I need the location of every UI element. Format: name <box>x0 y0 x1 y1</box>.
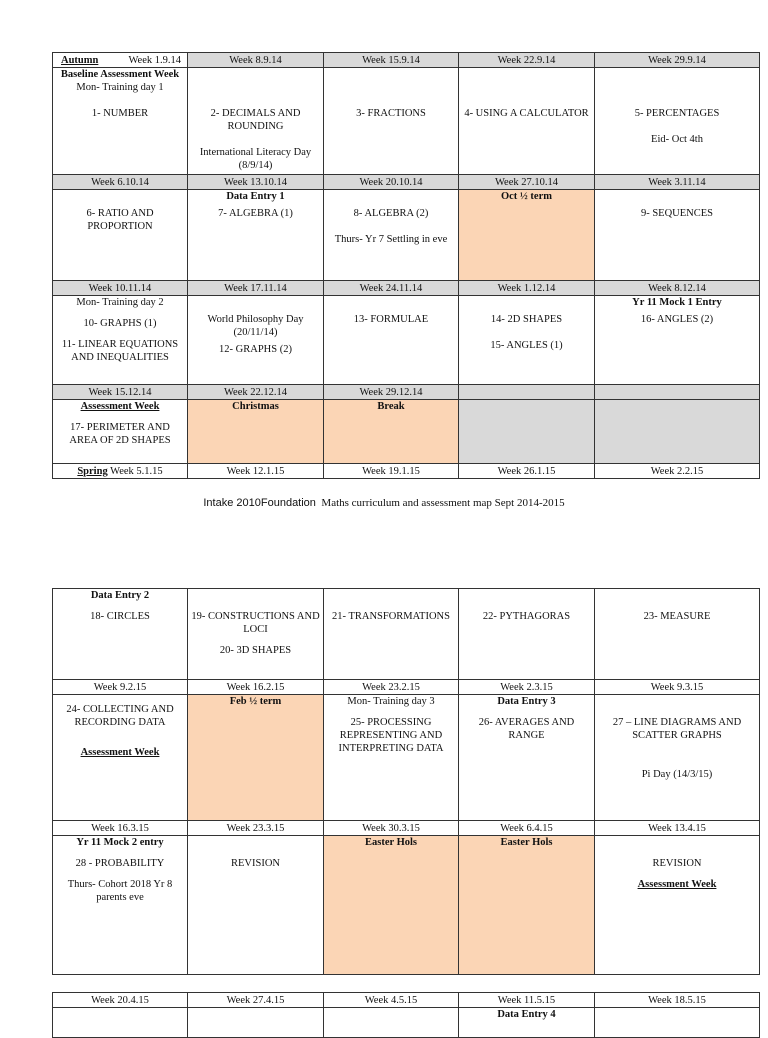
content-cell <box>324 190 459 281</box>
content-cell <box>595 296 760 385</box>
week-cell: Week 2.3.15 <box>459 680 595 695</box>
topic-label: 10- GRAPHS (1) <box>83 318 157 329</box>
topic-label: 20- 3D SHAPES <box>219 645 292 656</box>
cell-heading: Yr 11 Mock 1 Entry <box>632 297 722 308</box>
holiday-cell <box>459 190 595 281</box>
topic-label: 18- CIRCLES <box>90 611 150 622</box>
topic-label: 23- MEASURE <box>643 611 711 622</box>
week-cell: Week 6.4.15 <box>459 821 595 836</box>
week-cell: Week 4.5.15 <box>324 993 459 1008</box>
topic-label: 14- 2D SHAPES <box>490 314 563 325</box>
week-cell: Week 24.11.14 <box>324 281 459 296</box>
holiday-cell <box>324 836 459 975</box>
week-label: Week 1.9.14 <box>128 55 181 66</box>
week-cell: Week 30.3.15 <box>324 821 459 836</box>
caption-title: Maths curriculum and assessment map Sept 2014-2015 <box>321 497 565 509</box>
topic-label: 28 - PROBABILITY <box>75 858 165 869</box>
week-cell: Week 2.2.15 <box>595 464 760 479</box>
topic-label: 1- NUMBER <box>91 108 149 119</box>
cell-heading: Feb ½ term <box>229 696 282 707</box>
week-row <box>53 821 760 836</box>
holiday-cell <box>188 695 324 821</box>
empty-cell <box>459 400 595 464</box>
week-cell: Week 23.2.15 <box>324 680 459 695</box>
content-row <box>53 695 760 821</box>
week-cell: Week 12.1.15 <box>188 464 324 479</box>
content-row <box>53 836 760 975</box>
content-cell <box>459 1008 595 1038</box>
topic-label: 5- PERCENTAGES <box>634 108 720 119</box>
week-cell: Week 15.9.14 <box>324 53 459 68</box>
holiday-cell <box>188 400 324 464</box>
content-row <box>53 1008 760 1038</box>
cell-heading: Data Entry 2 <box>90 590 150 601</box>
week-cell: Week 29.9.14 <box>595 53 760 68</box>
caption-intake: Intake 2010 <box>203 497 261 509</box>
week-row <box>53 993 760 1008</box>
week-cell: Week 20.4.15 <box>53 993 188 1008</box>
content-cell <box>459 68 595 175</box>
content-cell <box>459 695 595 821</box>
content-cell <box>188 1008 324 1038</box>
content-row <box>53 68 760 175</box>
content-cell <box>53 836 188 975</box>
cell-heading: Data Entry 4 <box>497 1009 556 1020</box>
topic-label: 17- PERIMETER AND AREA OF 2D SHAPES <box>69 422 171 446</box>
content-cell <box>188 836 324 975</box>
week-cell: Week 19.1.15 <box>324 464 459 479</box>
term-label-spring: Spring <box>77 466 108 477</box>
week-cell <box>53 53 188 68</box>
content-cell <box>595 836 760 975</box>
week-cell: Week 9.3.15 <box>595 680 760 695</box>
cell-heading: Baseline Assessment Week <box>60 69 180 80</box>
week-cell: Week 27.4.15 <box>188 993 324 1008</box>
week-label: Week 5.1.15 <box>110 466 163 477</box>
cell-heading: Oct ½ term <box>500 191 552 202</box>
page-caption <box>0 497 768 509</box>
cell-heading: Yr 11 Mock 2 entry <box>76 837 164 848</box>
topic-label: REVISION <box>231 858 280 869</box>
cell-heading: Assessment Week <box>80 747 160 758</box>
week-cell <box>53 464 188 479</box>
topic-label: 2- DECIMALS AND ROUNDING <box>210 108 301 132</box>
week-cell: Week 15.12.14 <box>53 385 188 400</box>
week-row <box>53 175 760 190</box>
spring-table <box>52 588 760 975</box>
cell-heading: Easter Hols <box>364 837 417 848</box>
content-cell <box>53 68 188 175</box>
topic-label: 9- SEQUENCES <box>640 208 714 219</box>
content-cell <box>53 695 188 821</box>
week-row <box>53 281 760 296</box>
cell-heading: Data Entry 3 <box>497 696 556 707</box>
cell-heading: Christmas <box>232 401 279 412</box>
topic-label: 24- COLLECTING AND RECORDING DATA <box>66 704 174 728</box>
cell-note: Thurs- Cohort 2018 Yr 8 parents eve <box>67 879 173 903</box>
content-cell <box>595 695 760 821</box>
content-cell <box>459 589 595 680</box>
topic-label: 4- USING A CALCULATOR <box>464 108 589 119</box>
content-cell <box>324 296 459 385</box>
week-cell: Week 20.10.14 <box>324 175 459 190</box>
content-cell <box>188 589 324 680</box>
caption-foundation: Foundation <box>260 497 316 509</box>
content-cell <box>595 1008 760 1038</box>
content-cell <box>188 296 324 385</box>
week-cell: Week 22.9.14 <box>459 53 595 68</box>
topic-label: 26- AVERAGES AND RANGE <box>478 717 575 741</box>
week-cell: Week 10.11.14 <box>53 281 188 296</box>
week-cell: Week 1.12.14 <box>459 281 595 296</box>
topic-label: 8- ALGEBRA (2) <box>353 208 429 219</box>
cell-subnote: Mon- Training day 2 <box>76 297 164 308</box>
holiday-cell <box>459 836 595 975</box>
cell-subnote: Mon- Training day 3 <box>347 696 435 707</box>
week-row <box>53 464 760 479</box>
week-cell: Week 13.10.14 <box>188 175 324 190</box>
content-row <box>53 400 760 464</box>
autumn-table <box>52 52 760 479</box>
content-cell <box>53 296 188 385</box>
week-cell: Week 8.9.14 <box>188 53 324 68</box>
week-cell: Week 22.12.14 <box>188 385 324 400</box>
week-row <box>53 680 760 695</box>
topic-label: 16- ANGLES (2) <box>640 314 714 325</box>
cell-note: Pi Day (14/3/15) <box>641 769 713 780</box>
content-cell <box>324 589 459 680</box>
week-cell <box>459 385 595 400</box>
content-cell <box>595 68 760 175</box>
topic-label: 11- LINEAR EQUATIONS AND INEQUALITIES <box>61 339 179 363</box>
content-cell <box>595 589 760 680</box>
week-cell: Week 18.5.15 <box>595 993 760 1008</box>
topic-label: 15- ANGLES (1) <box>490 340 563 351</box>
topic-label: 12- GRAPHS (2) <box>219 344 292 355</box>
cell-heading: Assessment Week <box>637 879 717 890</box>
topic-label: 27 – LINE DIAGRAMS AND SCATTER GRAPHS <box>612 717 742 741</box>
content-row <box>53 589 760 680</box>
week-cell: Week 26.1.15 <box>459 464 595 479</box>
topic-label: 19- CONSTRUCTIONS AND LOCI <box>191 611 320 635</box>
content-cell <box>324 1008 459 1038</box>
content-cell <box>188 190 324 281</box>
holiday-cell <box>324 400 459 464</box>
content-cell <box>188 68 324 175</box>
summer-table <box>52 992 760 1038</box>
cell-heading: Data Entry 1 <box>226 191 285 202</box>
empty-cell <box>595 400 760 464</box>
week-cell: Week 27.10.14 <box>459 175 595 190</box>
cell-note: Eid- Oct 4th <box>651 134 703 145</box>
content-cell <box>53 1008 188 1038</box>
cell-subnote: Mon- Training day 1 <box>76 82 164 93</box>
content-cell <box>595 190 760 281</box>
topic-label: 13- FORMULAE <box>353 314 429 325</box>
cell-note: World Philosophy Day (20/11/14) <box>207 314 304 338</box>
content-cell <box>53 589 188 680</box>
topic-label: REVISION <box>652 858 702 869</box>
week-cell <box>595 385 760 400</box>
week-cell: Week 8.12.14 <box>595 281 760 296</box>
week-row <box>53 53 760 68</box>
week-cell: Week 6.10.14 <box>53 175 188 190</box>
week-cell: Week 11.5.15 <box>459 993 595 1008</box>
content-cell <box>324 695 459 821</box>
topic-label: 22- PYTHAGORAS <box>482 611 571 622</box>
content-row <box>53 296 760 385</box>
topic-label: 21- TRANSFORMATIONS <box>332 611 450 622</box>
cell-heading: Easter Hols <box>500 837 553 848</box>
week-row <box>53 385 760 400</box>
cell-heading: Break <box>377 401 405 412</box>
week-cell: Week 29.12.14 <box>324 385 459 400</box>
content-cell <box>459 296 595 385</box>
week-cell: Week 17.11.14 <box>188 281 324 296</box>
week-cell: Week 23.3.15 <box>188 821 324 836</box>
week-cell: Week 3.11.14 <box>595 175 760 190</box>
cell-heading: Assessment Week <box>80 401 160 412</box>
week-cell: Week 16.3.15 <box>53 821 188 836</box>
content-row <box>53 190 760 281</box>
content-cell <box>324 68 459 175</box>
content-cell <box>53 190 188 281</box>
content-cell <box>53 400 188 464</box>
week-cell: Week 13.4.15 <box>595 821 760 836</box>
topic-label: 6- RATIO AND PROPORTION <box>86 208 154 232</box>
topic-label: 3- FRACTIONS <box>356 108 426 119</box>
topic-label: 7- ALGEBRA (1) <box>218 208 293 219</box>
cell-note: International Literacy Day (8/9/14) <box>199 147 312 171</box>
cell-note: Thurs- Yr 7 Settling in eve <box>334 234 448 245</box>
week-cell: Week 16.2.15 <box>188 680 324 695</box>
topic-label: 25- PROCESSING REPRESENTING AND INTERPRETING DATA <box>338 717 444 754</box>
term-label-autumn: Autumn <box>61 55 99 66</box>
week-cell: Week 9.2.15 <box>53 680 188 695</box>
